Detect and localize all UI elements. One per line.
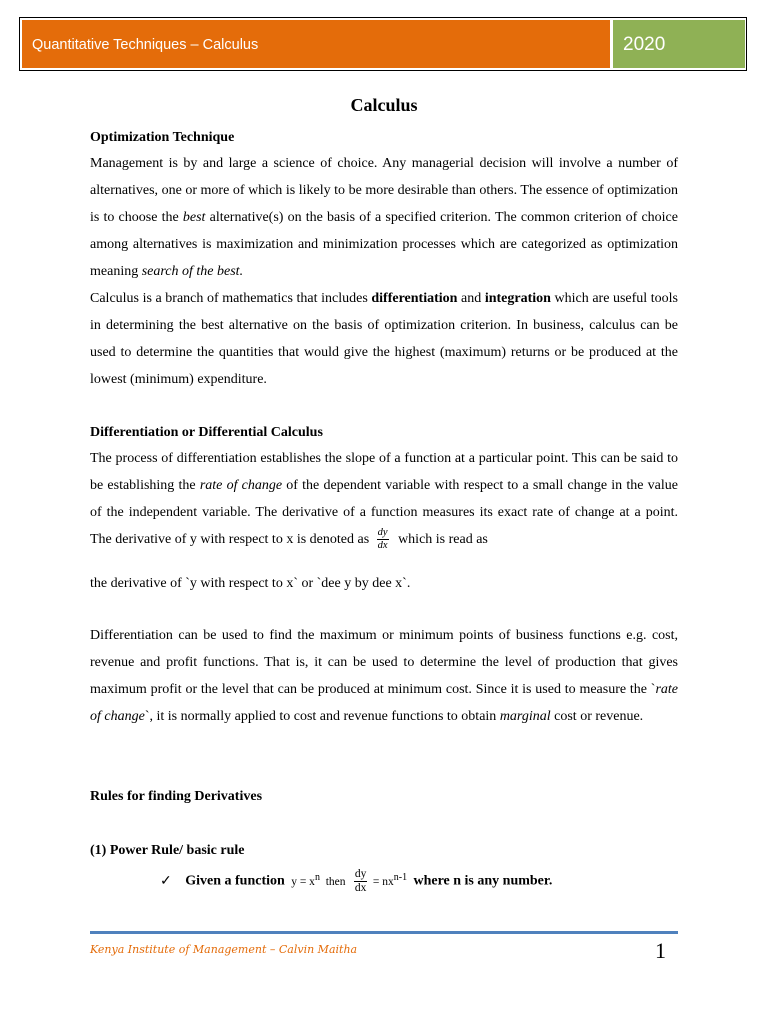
footer-divider [90, 931, 678, 934]
subheading-power-rule: (1) Power Rule/ basic rule [90, 843, 245, 858]
header-year: 2020 [613, 20, 745, 68]
paragraph-business-uses: Differentiation can be used to find the maximum or minimum points of business functions e.g. cost, revenue and profit functions. That is, it can be used to determine the level of production that gives maximum profit or the level that can be produced at minimum cost. Since it is used to measure the `rate of change`, it is normally applied to cost and revenue functions to obtain marginal cost or revenue. [90, 628, 678, 724]
function-expression: $y = x^n$ then [291, 871, 346, 888]
footer-credit: Kenya Institute of Management – Calvin Maitha [90, 943, 358, 956]
check-icon: ✓ [160, 873, 172, 889]
section-heading-differentiation: Differentiation or Differential Calculus [90, 425, 323, 440]
section-heading-rules: Rules for finding Derivatives [90, 789, 263, 804]
derivative-result: = $nx^{n-1}$ [372, 871, 408, 888]
dy-dx-fraction: $\frac{dy}{dx}$ [377, 527, 388, 552]
derivative-fraction: $\frac{dy}{dx}$ [354, 868, 367, 894]
power-rule-line: ✓ Given a function $y = x^n$ then $\frac{dy}{dx} = nx^{n-1}$ where n is any number. [160, 868, 553, 894]
page-number: 1 [655, 938, 666, 963]
header-title: Quantitative Techniques – Calculus [22, 20, 610, 68]
paragraph-optimization: Management is by and large a science of choice. Any managerial decision will involve a number of alternatives, one or more of which is likely to be more desirable than others. The essence of optimization is to choose the best alternative(s) on the basis of a specified criterion. The common criterion of choice among alternatives is maximization and minimization processes which are categorized as optimization meaning search of the best. [90, 156, 678, 279]
section-heading-optimization: Optimization Technique [90, 130, 235, 145]
paragraph-calculus: Calculus is a branch of mathematics that includes differentiation and integration which are useful tools in determining the best alternative on the basis of optimization criterion. In business, calculus can be used to determine the quantities that would give the highest (maximum) returns or be produced at the lowest (minimum) expenditure. [90, 291, 679, 387]
page-title: Calculus [350, 95, 418, 115]
paragraph-differentiation-end: the derivative of `y with respect to x` or `dee y by dee x`. [90, 576, 411, 591]
paragraph-differentiation: The process of differentiation establishes the slope of a function at a particular point. This can be said to be establishing the rate of change of the dependent variable with respect to a small change in the value of the independent variable. The derivative of a function measures its exact rate of change at a point. The derivative of y with respect to x is denoted as $\frac{dy}{dx}$ which is read as [90, 451, 678, 552]
